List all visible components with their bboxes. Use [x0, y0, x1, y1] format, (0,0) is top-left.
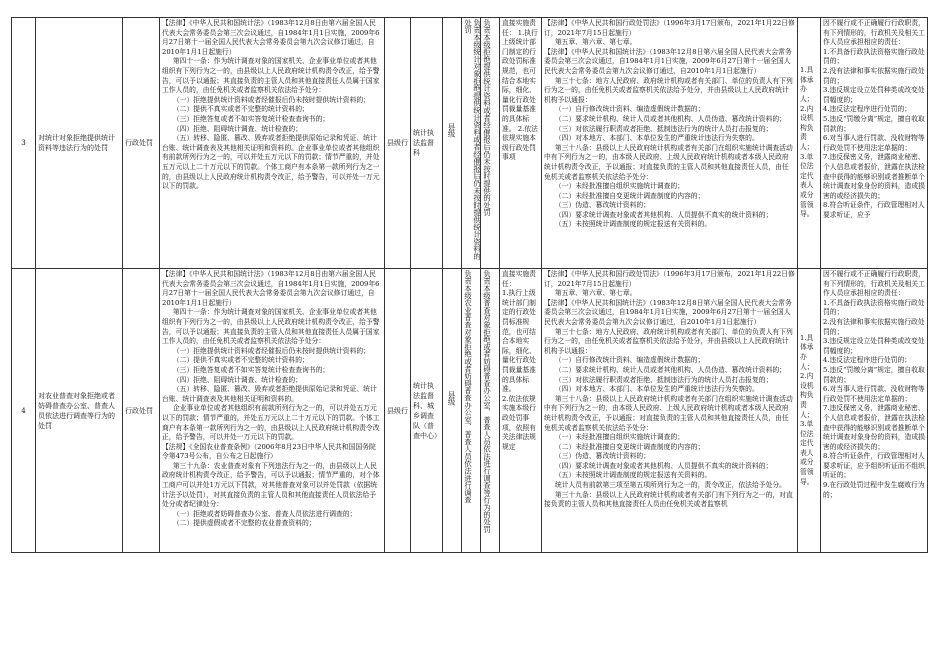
item-category: 行政处罚 — [123, 269, 160, 553]
item-category: 行政处罚 — [123, 18, 160, 269]
implementation-duty: 直接实施责任： 1.执行上级统计部门制定的行政处罚标准规范，也可结合本地实际，细化、量化行政处罚裁量基准的具体标准。 2.依法依规实施本级行政处罚事项 — [502, 19, 538, 162]
item-name: 对农业普查对象拒绝或者妨碍普查办公室、普查人员依法进行调查等行为的处罚 — [36, 269, 123, 553]
table-row — [12, 269, 928, 553]
duty-text-2: 负责本级普查对象拒绝或者妨碍普查办公室、普查人员依法进行调查等行为的处罚 — [483, 270, 492, 533]
accountability-basis: 【法律】《中华人民共和国行政处罚法》（1996年3月17日颁布，2021年1月22日修订，2021年7月15日起施行） 第五章、第六章、第七章。 【法律】《中华人民共和国统计法》（1983年12月8日第六届全国人民代表大会常务委员会第三次会议通过，自1984年1月1日实施，2009年6月27日第十一届全国人民代表大会常务委员会第九次会议修订通过，自2010年1月1日起施行） 第三十七条：地方人民政府、政府统计机构或者有关部门、单位的负责人有下列行为之一的，由任免机关或者监察机关依法给予处分，并由县级以上人民政府统计机构予以通报： （一）自行修改统计资料、编造虚假统计数据的； （二）要求统计机构、统计人员或者其他机构、人员伪造、篡改统计资料的； （三）对依法履行职责或者拒绝、抵制违法行为的统计人员打击报复的； （四）对本地方、本部门、本单位发生的严重统计违法行为失察的。 第三十八条：县级以上人民政府统计机构或者有关部门在组织实施统计调查活动中有下列行为之一的，由本级人民政府、上级人民政府统计机构或者本级人民政府统计机构责令改正，予以通报；对直接负责的主管人员和其他直接责任人员，由任免机关或者监察机关依法给予处分： （一）未经批准擅自组织实施统计调查的； （二）未经批准擅自变更统计调查制度的内容的； （三）伪造、篡改统计资料的； （四）要求统计调查对象或者其他机构、人员提供不真实的统计资料的； （五）未按照统计调查制度的规定报送有关资料的。 — [544, 19, 795, 229]
duty-text-2: 负责本级拒绝提供统计资料或者经催报后仍未按时提供的处罚 — [483, 19, 492, 217]
responsible-dept: 统计执法监督科 — [411, 18, 443, 269]
scope-level: 县级 — [447, 390, 457, 406]
duty-text: 负责本级统计对象拒绝提供统计资料或者经催报后仍未按时提供统计资料的处罚 — [464, 19, 482, 260]
legal-basis: 【法律】《中华人民共和国统计法》（1983年12月8日由第六届全国人民代表大会常务委员会第三次会议通过，自1984年1月1日实施，2009年6月27日第十一届全国人民代表大会常务委员会第九次会议修订通过，自2010年1月1日起施行） 第四十一条：作为统计调查对象的国家机关、企业事业单位或者其他组织有下列行为之一的，由县级以上人民政府统计机构责令改正，给予警告，可以予以通报；其直接负责的主管人员和其他直接责任人员属于国家工作人员的，由任免机关或者监察机关依法给予处分： （一）拒绝提供统计资料或者经催报后仍未按时提供统计资料的； （二）提供不真实或者不完整的统计资料的； （三）拒绝答复或者不如实答复统计检查查询书的； （四）拒绝、阻碍统计调查、统计检查的； （五）转移、隐匿、篡改、毁弃或者拒绝提供原始记录和凭证、统计台账、统计调查表及其他相关证明和资料的。 企业事业单位或者其他组织有前款所列行为之一的，可以并处五万元以下的罚款；情节严重的，并处五万元以上二十万元以下的罚款。个体工商户有本条第一款所列行为之一的，由县级以上人民政府统计机构责令改正，给予警告，可以并处一万元以下的罚款。 【法规】《全国农业普查条例》（2006年8月23日中华人民共和国国务院令第473号公布，自公布之日起施行） 第三十九条：农业普查对象有下列违法行为之一的，由县级以上人民政府统计机构责令改正，给予警告，可以予以通报；情节严重的，对个体工商户可以并处1万元以下罚款，对其他普查对象可以并处罚款（依据统计法予以处罚），对其直接负责的主管人员和其他直接责任人员依法给予处分或者纪律处分： （一）拒绝或者妨碍普查办公室、普查人员依法进行调查的； （二）提供虚假或者不完整的农业普查资料的； — [162, 270, 380, 528]
implementation-duty: 直接实施责任： 1.执行上级统计部门制定的行政处罚标准规范，也可结合本地实际，细化、量化行政处罚裁量基准的具体标准。 2.依法依规实施本级行政处罚事项，依照有关法律法规规定 — [502, 270, 536, 451]
liability-list: 因不履行或不正确履行行政职责，有下列情形的，行政机关及相关工作人员应承担相应的责任： 1.不具备行政执法资格实施行政处罚的； 2.没有法律和事实依据实施行政处罚的； 3.违反规定设立处罚种类或改变处罚幅度的； 4.违反法定程序进行处罚的； 5.违反“罚缴分离”规定，擅自收取罚款的； 6.对当事人进行罚款、没收财物等行政处罚不使用法定单据的； 7.违反保密义务，泄露商业秘密、个人信息或者报价，泄露在执法检查中获得的能够识别或者推断单个统计调查对象身份的资料，造成损害的或经济损失的； 8.符合听证条件，行政管理相对人要求听证，应予 — [823, 19, 925, 219]
exercise-level: 县级行 — [385, 269, 411, 553]
table-row — [12, 18, 928, 269]
scope-level: 县级 — [447, 123, 457, 138]
power-list-table — [11, 17, 928, 553]
responsible-dept: 统计执法监督科、城乡调查队（普查中心） — [411, 269, 443, 553]
row-number: 3 — [12, 18, 36, 269]
exercise-level: 县级行 — [385, 18, 411, 269]
duty-text: 负责本级农业普查对象拒绝或者妨碍普查办公室、普查人员依法进行调查 — [464, 270, 473, 504]
accountability-subjects: 1.具体承办人； 2.内设机构负责人； 3.单位法定代表人或分管领导。 — [800, 66, 814, 219]
liability-list: 因不履行或不正确履行行政职责，有下列情形的，行政机关及相关工作人员应承担相应的责任： 1.不具备行政执法资格实施行政处罚的； 2.没有法律和事实依据实施行政处罚的； 3.违反规定设立处罚种类或改变处罚幅度的； 4.违反法定程序进行处罚的； 5.违反“罚缴分离”规定，擅自收取罚款的； 6.对当事人进行罚款、没收财物等行政处罚不使用法定单据的； 7.违反保密义务，泄露商业秘密、个人信息或者报价，泄露在执法检查中获得的能够识别或者推断单个统计调查对象身份的资料，造成损害的或经济损失的； 8.符合听证条件，行政管理相对人要求听证，应予组织听证而不组织听证的； 9.在行政处罚过程中发生腐败行为的； — [823, 270, 925, 499]
legal-basis: 【法律】《中华人民共和国统计法》（1983年12月8日由第六届全国人民代表大会常务委员会第三次会议通过，自1984年1月1日实施，2009年6月27日第十一届全国人民代表大会常务委员会第九次会议修订通过，自2010年1月1日起施行） 第四十一条：作为统计调查对象的国家机关、企业事业单位或者其他组织有下列行为之一的，由县级以上人民政府统计机构责令改正，给予警告，可以予以通报；其直接负责的主管人员和其他直接责任人员属于国家工作人员的，由任免机关或者监察机关依法给予处分： （一）拒绝提供统计资料或者经催报后仍未按时提供统计资料的； （二）提供不真实或者不完整的统计资料的； （三）拒绝答复或者不如实答复统计检查查询书的； （四）拒绝、阻碍统计调查、统计检查的； （五）转移、隐匿、篡改、毁弃或者拒绝提供原始记录和凭证、统计台账、统计调查表及其他相关证明和资料的。企业事业单位或者其他组织有前款所列行为之一的，可以并处五万元以下的罚款；情节严重的，并处五万元以上二十万元以下的罚款。个体工商户有本条第一款所列行为之一的，由县级以上人民政府统计机构责令改正，给予警告，可以并处一万元以下的罚款。 — [162, 19, 380, 191]
row-number: 4 — [12, 269, 36, 553]
accountability-subjects: 1.具体承办人； 2.内设机构负责人； 3.单位法定代表人或分管领导。 — [800, 333, 814, 486]
item-name: 对统计对象拒绝提供统计资料等违法行为的处罚 — [36, 18, 123, 269]
accountability-basis: 【法律】《中华人民共和国行政处罚法》（1996年3月17日颁布，2021年1月22日修订，2021年7月15日起施行） 第五章、第六章、第七章。 【法律】《中华人民共和国统计法》（1983年12月8日第六届全国人民代表大会常务委员会第三次会议通过，自1984年1月1日实施，2009年6月27日第十一届全国人民代表大会常务委员会第九次会议修订通过，自2010年1月1日起施行） 第三十七条：地方人民政府、政府统计机构或者有关部门、单位的负责人有下列行为之一的，由任免机关或者监察机关依法给予处分，并由县级以上人民政府统计机构予以通报： （一）自行修改统计资料、编造虚假统计数据的； （二）要求统计机构、统计人员或者其他机构、人员伪造、篡改统计资料的； （三）对依法履行职责或者拒绝、抵制违法行为的统计人员打击报复的； （四）对本地方、本部门、本单位发生的严重统计违法行为失察的。 第三十八条：县级以上人民政府统计机构或者有关部门在组织实施统计调查活动中有下列行为之一的，由本级人民政府、上级人民政府统计机构或者本级人民政府统计机构责令改正，予以通报；对直接负责的主管人员和其他直接责任人员，由任免机关或者监察机关依法给予处分： （一）未经批准擅自组织实施统计调查的； （二）未经批准擅自变更统计调查制度的内容的； （三）伪造、篡改统计资料的； （四）要求统计调查对象或者其他机构、人员提供不真实的统计资料的； （五）未按照统计调查制度的规定报送有关资料的。 统计人员有前款第三项至第五项所列行为之一的，责令改正，依法给予处分。 第三十九条：县级以上人民政府统计机构或者有关部门有下列行为之一的，对直接负责的主管人员和其他直接责任人员由任免机关或者监察机 — [544, 270, 795, 509]
